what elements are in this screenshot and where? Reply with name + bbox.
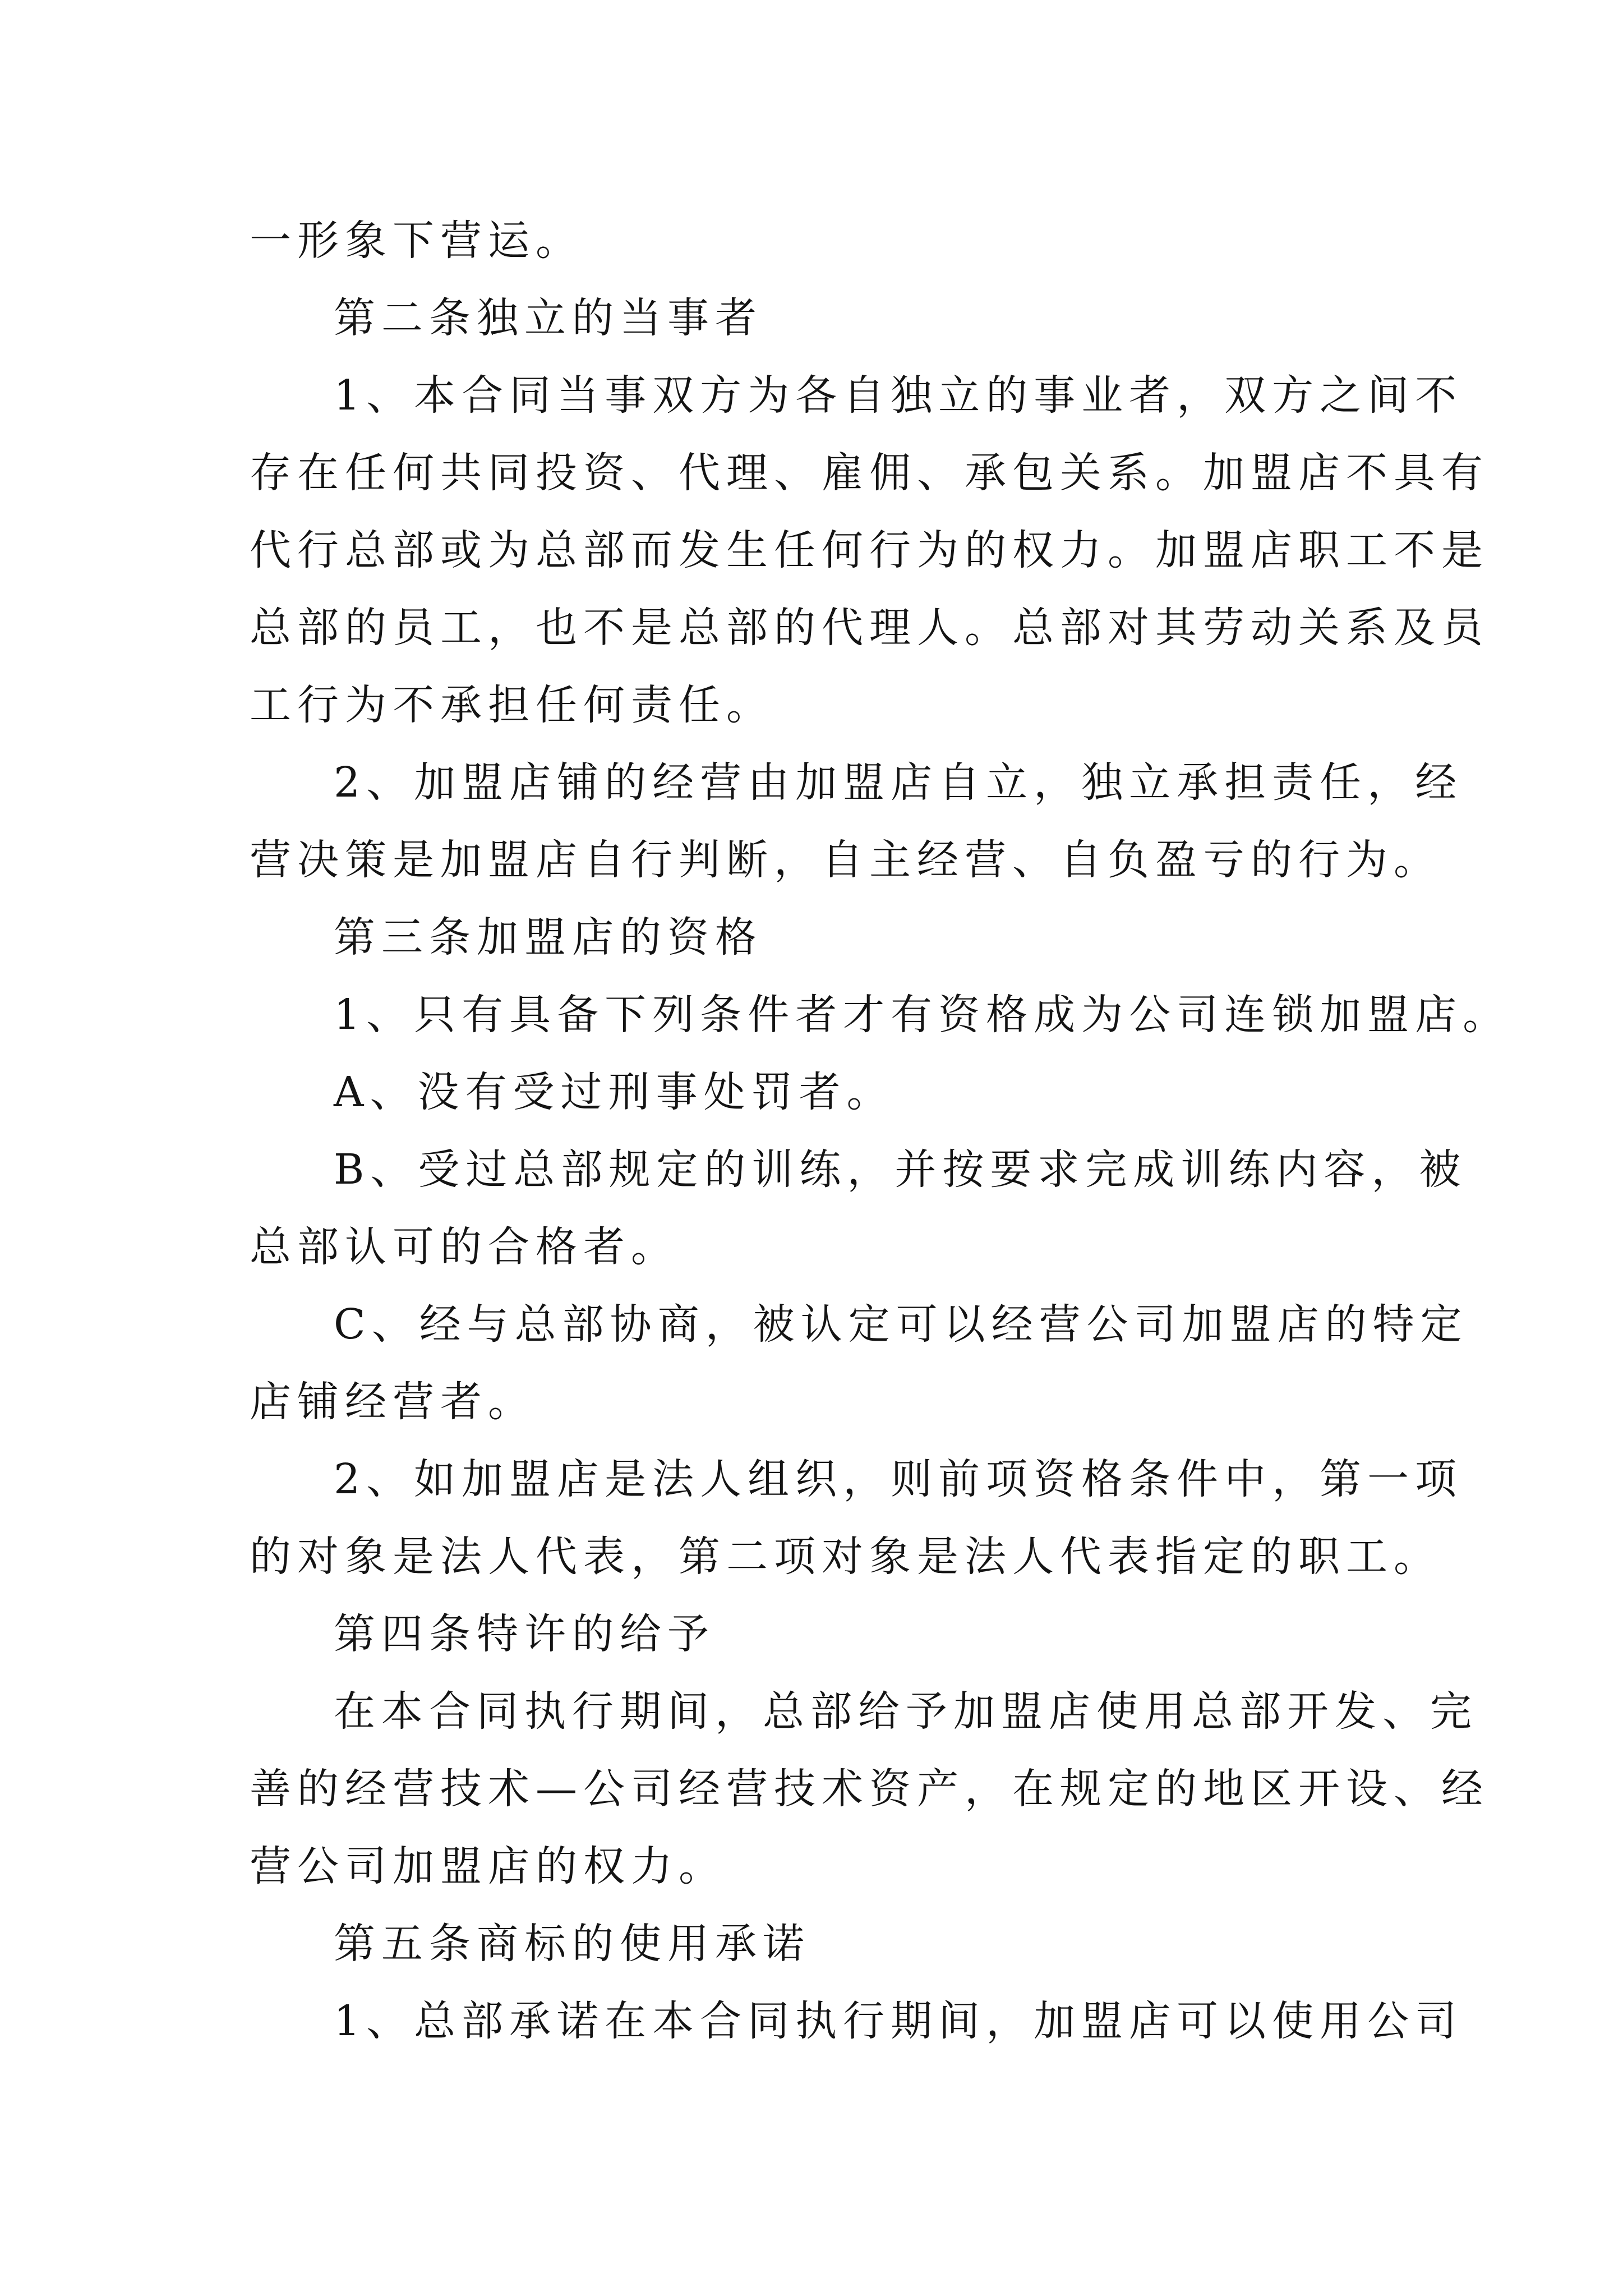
text-line: 总部认可的合格者。 <box>250 1223 679 1271</box>
section-heading: 第二条独立的当事者 <box>334 294 763 342</box>
section-heading: 第三条加盟店的资格 <box>334 913 763 961</box>
text-line: 总部的员工，也不是总部的代理人。总部对其劳动关系及员 <box>250 604 1489 652</box>
paragraph-line: C、经与总部协商，被认定可以经营公司加盟店的特定 <box>334 1300 1468 1349</box>
paragraph-line: 1、本合同当事双方为各自独立的事业者，双方之间不 <box>334 371 1463 420</box>
text-line: 营公司加盟店的权力。 <box>250 1842 726 1890</box>
paragraph-line: 1、只有具备下列条件者才有资格成为公司连锁加盟店。 <box>334 991 1511 1039</box>
text-line: 代行总部或为总部而发生任何行为的权力。加盟店职工不是 <box>250 526 1489 574</box>
section-heading: 第五条商标的使用承诺 <box>334 1920 810 1968</box>
paragraph-line: 2、如加盟店是法人组织，则前项资格条件中，第一项 <box>334 1455 1463 1503</box>
text-line: 存在任何共同投资、代理、雇佣、承包关系。加盟店不具有 <box>250 449 1489 497</box>
text-line: 营决策是加盟店自行判断，自主经营、自负盈亏的行为。 <box>250 836 1441 884</box>
text-line: 一形象下营运。 <box>250 217 583 265</box>
paragraph-line: 在本合同执行期间，总部给予加盟店使用总部开发、完 <box>334 1687 1478 1736</box>
document-body <box>250 202 1511 2060</box>
text-line: 工行为不承担任何责任。 <box>250 681 774 729</box>
paragraph-line: 1、总部承诺在本合同执行期间，加盟店可以使用公司 <box>334 1997 1463 2045</box>
text-line: 善的经营技术—公司经营技术资产，在规定的地区开设、经 <box>250 1765 1489 1813</box>
text-line: 店铺经营者。 <box>250 1378 536 1426</box>
paragraph-line: B、受过总部规定的训练，并按要求完成训练内容，被 <box>334 1145 1467 1194</box>
section-heading: 第四条特许的给予 <box>334 1610 715 1658</box>
text-line: 的对象是法人代表，第二项对象是法人代表指定的职工。 <box>250 1533 1441 1581</box>
paragraph-line: A、没有受过刑事处罚者。 <box>334 1068 895 1116</box>
paragraph-line: 2、加盟店铺的经营由加盟店自立，独立承担责任，经 <box>334 758 1463 807</box>
